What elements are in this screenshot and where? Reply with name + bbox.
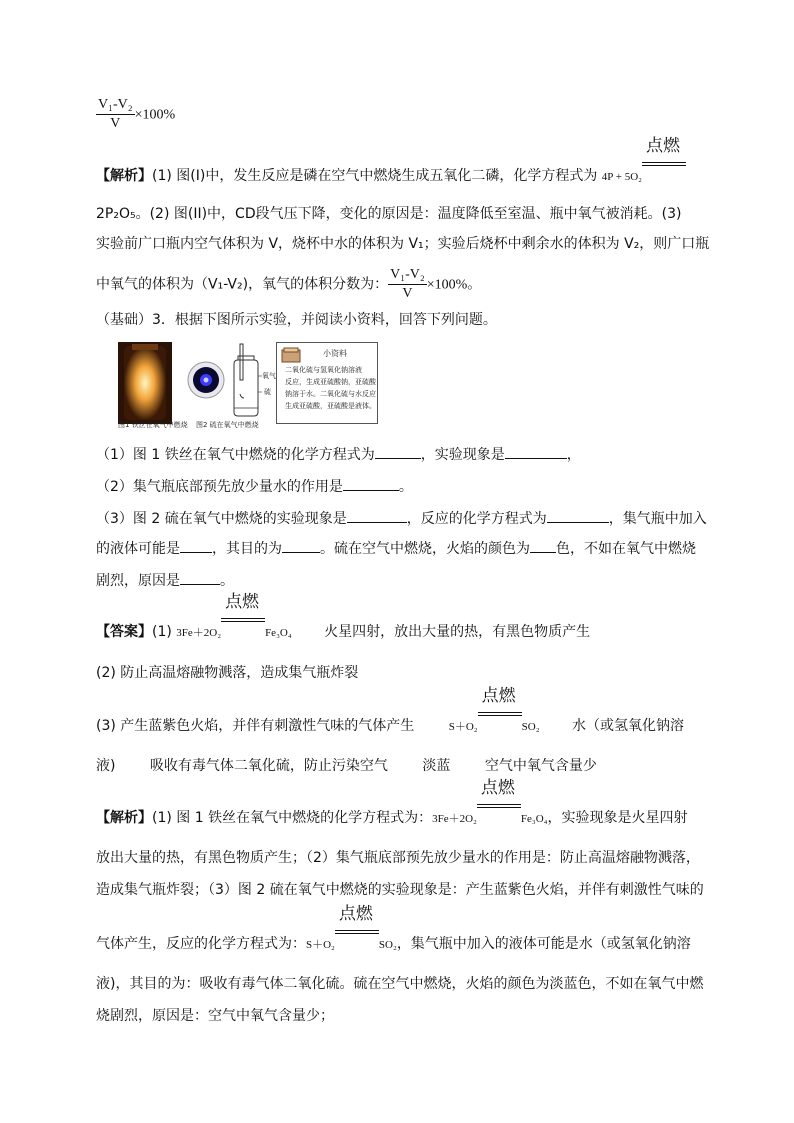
equation-reactants: 4P + 5O₂ <box>601 171 642 183</box>
info-line-4: 生成亚硫酸，亚硫酸是液体。 <box>285 402 376 410</box>
analysis2-reactants-2: S＋O₂ <box>306 939 335 951</box>
q3-text-i: 。 <box>220 573 234 589</box>
fraction-numerator: V₁-V₂ <box>96 96 135 115</box>
fig1-caption: 图1 铁丝在氧气中燃烧 <box>118 421 188 429</box>
analysis1-text4b: ×100%。 <box>426 277 482 293</box>
answer-blank[interactable] <box>347 508 407 523</box>
analysis2-line3: 造成集气瓶炸裂；（3）图 2 硫在氧气中燃烧的实验现象是：产生蓝紫色火焰，并伴有刺激性气味的 <box>96 882 704 898</box>
fig2-photo <box>186 342 226 424</box>
answer-blank[interactable] <box>375 444 421 459</box>
q3-text-f: 。硫在空气中燃烧，火焰的颜色为 <box>320 541 530 557</box>
analysis2-line4 <box>96 904 691 955</box>
analysis2-line2: 放出大量的热，有黑色物质产生；（2）集气瓶底部预先放少量水的作用是：防止高温熔融物溅落， <box>96 850 700 866</box>
answer-3-reactants: S＋O₂ <box>448 721 478 733</box>
book-icon <box>281 347 303 365</box>
answer-blank[interactable] <box>282 538 320 553</box>
fraction-inline: $\frac{\text{V₁-V₂}}{V}$ <box>390 267 425 301</box>
sulfur-burning-image <box>186 342 226 424</box>
fig2-caption: 图2 硫在氧气中燃烧 <box>196 421 259 429</box>
fraction-denominator: V <box>110 116 121 131</box>
answer-4-part3: 淡蓝 <box>422 758 451 774</box>
q1-text-a: （1）图 1 铁丝在氧气中燃烧的化学方程式为 <box>96 447 375 463</box>
info-line-1: 二氧化硫与氢氧化钠溶液 <box>285 366 362 374</box>
question-3-line3 <box>96 570 234 591</box>
answer-3-text: (3) 产生蓝紫色火焰，并伴有刺激性气味的气体产生 <box>96 718 415 734</box>
question-3-line2 <box>96 538 696 559</box>
analysis1-line2: 2P₂O₅。(2) 图(II)中，CD段气压下降，变化的原因是：温度降低至室温、瓶中氧气被消耗。(3) <box>96 206 682 222</box>
analysis2-text1: (1) 图 1 铁丝在氧气中燃烧的化学方程式为： <box>152 810 433 826</box>
answer-tag: 【答案】 <box>96 624 152 640</box>
burning-iron-image <box>118 342 172 424</box>
analysis2-product: Fe₃O₄ <box>520 813 548 825</box>
answer-blank[interactable] <box>180 570 220 585</box>
answer-blank[interactable] <box>180 538 212 553</box>
q1-text-c: ， <box>566 447 581 463</box>
answer-3-product: SO₂ <box>521 721 540 733</box>
q3-text-b: ，反应的化学方程式为 <box>406 511 547 527</box>
answer-blank[interactable] <box>547 508 609 523</box>
analysis1-text1: (1) 图(I)中，发生反应是磷在空气中燃烧生成五氧化二磷，化学方程式为 <box>152 168 598 184</box>
analysis2-text4b: ，集气瓶中加入的液体可能是水（或氢氧化钠溶 <box>396 936 691 952</box>
q3-text-d: 的液体可能是 <box>96 541 180 557</box>
answer-4-part4: 空气中氧气含量少 <box>484 758 597 774</box>
fraction <box>96 96 135 133</box>
analysis1-line1 <box>96 136 686 187</box>
answer-line3 <box>96 686 684 737</box>
analysis2-product-2: SO₂ <box>378 939 397 951</box>
answer-4-part1: 液) <box>96 758 116 774</box>
question-title: （基础）3．根据下图所示实验，并阅读小资料，回答下列问题。 <box>96 312 497 328</box>
answer-1-prefix: (1) <box>152 624 177 640</box>
answer-line4 <box>96 756 597 776</box>
reaction-condition: 点燃 <box>477 802 521 822</box>
q3-text-c: ，集气瓶中加入 <box>608 511 707 527</box>
gas-bottle-icon <box>228 342 274 424</box>
analysis-tag: 【解析】 <box>96 168 152 184</box>
reaction-condition: 点燃 <box>221 616 265 636</box>
q3-text-e: ，其目的为 <box>212 541 282 557</box>
answer-1-reactants: 3Fe＋2O₂ <box>176 627 222 639</box>
q3-text-g: 色，不如在氧气中燃烧 <box>556 541 696 557</box>
analysis1-text4: 中氧气的体积为（V₁-V₂)，氧气的体积分数为： <box>96 276 389 293</box>
fig2-label-oxygen: 氧气 <box>262 372 276 380</box>
analysis1-line4 <box>96 266 481 303</box>
answer-blank[interactable] <box>505 444 567 459</box>
analysis1-line3: 实验前广口瓶内空气体积为 V，烧杯中水的体积为 V₁；实验后烧杯中剩余水的体积为 V₂，则广口瓶 <box>96 236 710 252</box>
analysis-tag: 【解析】 <box>96 810 152 826</box>
answer-blank[interactable] <box>530 538 556 553</box>
q2-text-a: （2）集气瓶底部预先放少量水的作用是 <box>96 479 343 495</box>
info-box <box>276 342 378 424</box>
info-title: 小资料 <box>323 349 347 358</box>
answer-1-product: Fe₃O₄ <box>265 627 292 639</box>
reaction-condition: 点燃 <box>642 160 686 180</box>
question-2 <box>96 476 413 497</box>
question-1 <box>96 444 581 465</box>
fig1-photo <box>118 342 172 424</box>
analysis2-text4: 气体产生，反应的化学方程式为： <box>96 936 306 952</box>
answer-line1 <box>96 592 591 643</box>
answer-blank[interactable] <box>343 476 399 491</box>
info-line-2: 反应，生成亚硫酸钠，亚硫酸 <box>285 378 376 386</box>
fig2-diagram <box>228 342 274 424</box>
q3-text-a: （3）图 2 硫在氧气中燃烧的实验现象是 <box>96 511 347 527</box>
reaction-condition: 点燃 <box>335 928 379 948</box>
info-line-3: 钠溶于水。二氧化硫与水反应 <box>285 390 376 398</box>
answer-3-tail: 水（或氢氧化钠溶 <box>572 718 684 734</box>
fraction-tail: ×100% <box>134 107 176 123</box>
answer-line2: (2) 防止高温熔融物溅落，造成集气瓶炸裂 <box>96 665 359 681</box>
answer-4-part2: 吸收有毒气体二氧化硫，防止污染空气 <box>149 758 388 774</box>
analysis2-line5: 液)，其目的为：吸收有毒气体二氧化硫。硫在空气中燃烧，火焰的颜色为淡蓝色，不如在氧气中燃 <box>96 976 704 992</box>
q2-text-b: 。 <box>398 479 413 495</box>
analysis2-line1 <box>96 778 688 829</box>
q1-text-b: ，实验现象是 <box>420 447 505 463</box>
analysis2-text1b: ，实验现象是火星四射 <box>547 810 688 826</box>
fraction-expression <box>96 96 175 133</box>
q3-text-h: 剧烈，原因是 <box>96 573 180 589</box>
answer-1-text: 火星四射，放出大量的热，有黑色物质产生 <box>324 624 591 640</box>
analysis2-reactants: 3Fe＋2O₂ <box>432 813 477 825</box>
fig2-label-sulfur: 硫 <box>264 388 271 396</box>
analysis2-line6: 烧剧烈，原因是：空气中氧气含量少； <box>96 1008 334 1024</box>
reaction-condition: 点燃 <box>478 710 522 730</box>
question-3-line1 <box>96 508 707 529</box>
